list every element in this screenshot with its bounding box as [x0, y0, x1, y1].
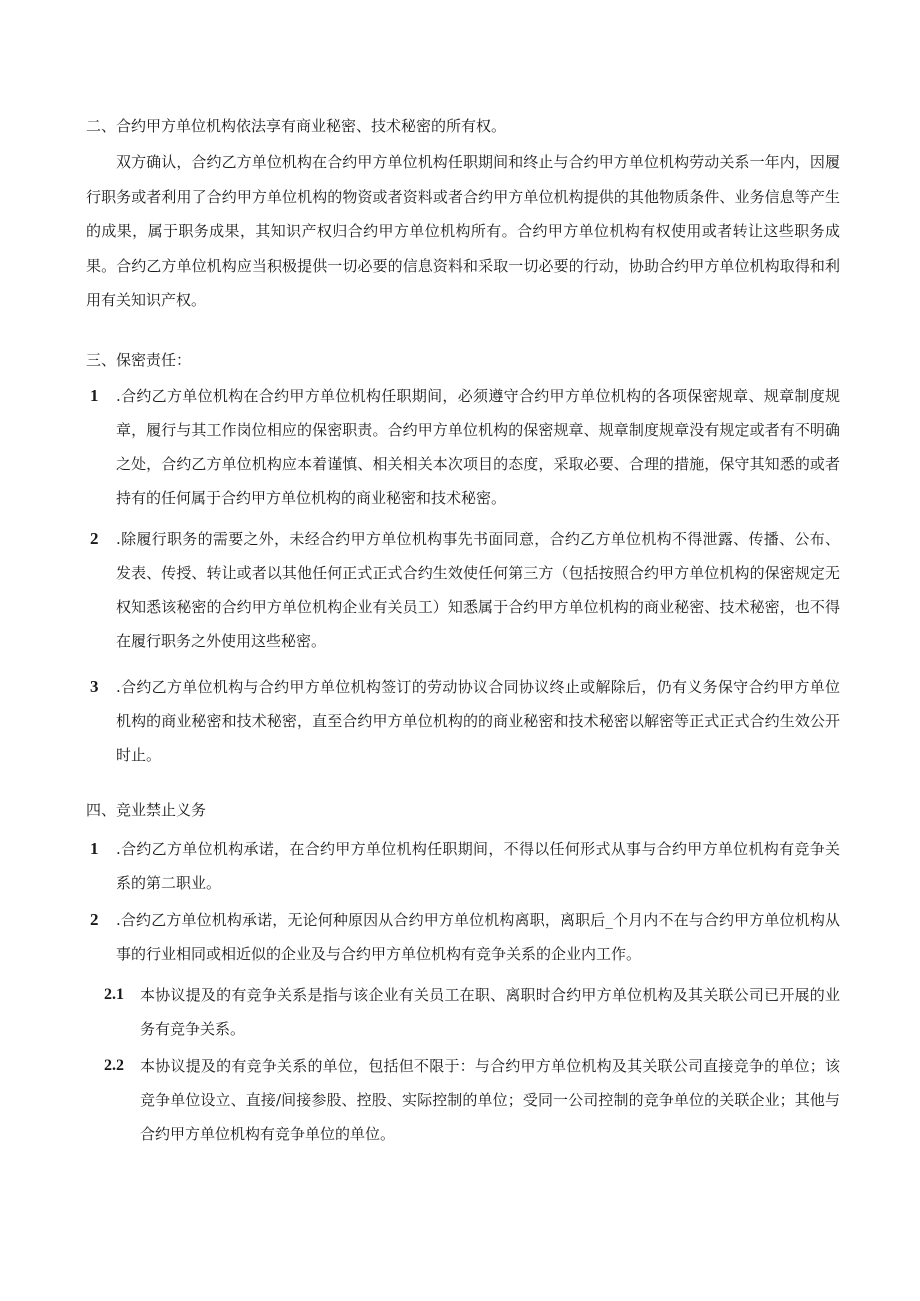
item-text: .除履行职务的需要之外，未经合约甲方单位机构事先书面同意，合约乙方单位机构不得泄露、传播、公布、发表、传授、转让或者以其他任何正式正式合约生效使任何第三方（包括按照合约甲方单位机构的保密规定无权知悉该秘密的合约甲方单位机构企业有关员工）知悉属于合约甲方单位机构的商业秘密、技术秘密，也不得在履行职务之外使用这些秘密。	[116, 530, 840, 650]
item-text: .合约乙方单位机构在合约甲方单位机构任职期间，必须遵守合约甲方单位机构的各项保密规章、规章制度规章，履行与其工作岗位相应的保密职责。合约甲方单位机构的保密规章、规章制度规章没有规定或者有不明确之处，合约乙方单位机构应本着谨慎、相关相关本次项目的态度，采取必要、合理的措施，保守其知悉的或者持有的任何属于合约甲方单位机构的商业秘密和技术秘密。	[116, 387, 840, 507]
section-3-item-3	[86, 670, 840, 772]
item-text: .合约乙方单位机构与合约甲方单位机构签订的劳动协议合同协议终止或解除后，仍有义务保守合约甲方单位机构的商业秘密和技术秘密，直至合约甲方单位机构的的商业秘密和技术秘密以解密等正式正式合约生效公开时止。	[116, 678, 840, 764]
subitem-text: 本协议提及的有竞争关系的单位，包括但不限于：与合约甲方单位机构及其关联公司直接竞争的单位；该竞争单位设立、直接/间接参股、控股、实际控制的单位；受同一公司控制的竞争单位的关联企业；其他与合约甲方单位机构有竞争单位的单位。	[140, 1057, 840, 1143]
section-3-heading: 三、保密责任：	[86, 351, 192, 369]
subitem-text: 本协议提及的有竞争关系是指与该企业有关员工在职、离职时合约甲方单位机构及其关联公司已开展的业务有竞争关系。	[140, 986, 840, 1038]
section-2-heading: 二、合约甲方单位机构依法享有商业秘密、技术秘密的所有权。	[86, 117, 507, 135]
item-text: .合约乙方单位机构承诺，无论何种原因从合约甲方单位机构离职，离职后_个月内不在与合约甲方单位机构从事的行业相同或相近似的企业及与合约甲方单位机构有竞争关系的企业内工作。	[116, 911, 840, 963]
item-number: 2	[90, 910, 99, 929]
section-4-item-2	[86, 903, 840, 971]
subitem-number: 2.1	[104, 986, 124, 1003]
section-4-heading: 四、竞业禁止义务	[86, 801, 207, 819]
subitem-number: 2.2	[104, 1057, 124, 1074]
section-3-item-2	[86, 522, 840, 658]
section-4-item-1	[86, 832, 840, 900]
item-number: 2	[90, 529, 99, 548]
section-4-subitem-2-1	[86, 978, 840, 1046]
item-number: 1	[90, 386, 99, 405]
section-3-item-1	[86, 379, 840, 515]
item-number: 3	[90, 677, 99, 696]
section-4-subitem-2-2	[86, 1049, 840, 1151]
item-number: 1	[90, 839, 99, 858]
item-text: .合约乙方单位机构承诺，在合约甲方单位机构任职期间，不得以任何形式从事与合约甲方单位机构有竞争关系的第二职业。	[116, 840, 840, 892]
section-2-paragraph: 双方确认，合约乙方单位机构在合约甲方单位机构任职期间和终止与合约甲方单位机构劳动关系一年内，因履行职务或者利用了合约甲方单位机构的物资或者资料或者合约甲方单位机构提供的其他物质条件、业务信息等产生的成果，属于职务成果，其知识产权归合约甲方单位机构所有。合约甲方单位机构有权使用或者转让这些职务成果。合约乙方单位机构应当积极提供一切必要的信息资料和采取一切必要的行动，协助合约甲方单位机构取得和利用有关知识产权。	[86, 153, 840, 309]
